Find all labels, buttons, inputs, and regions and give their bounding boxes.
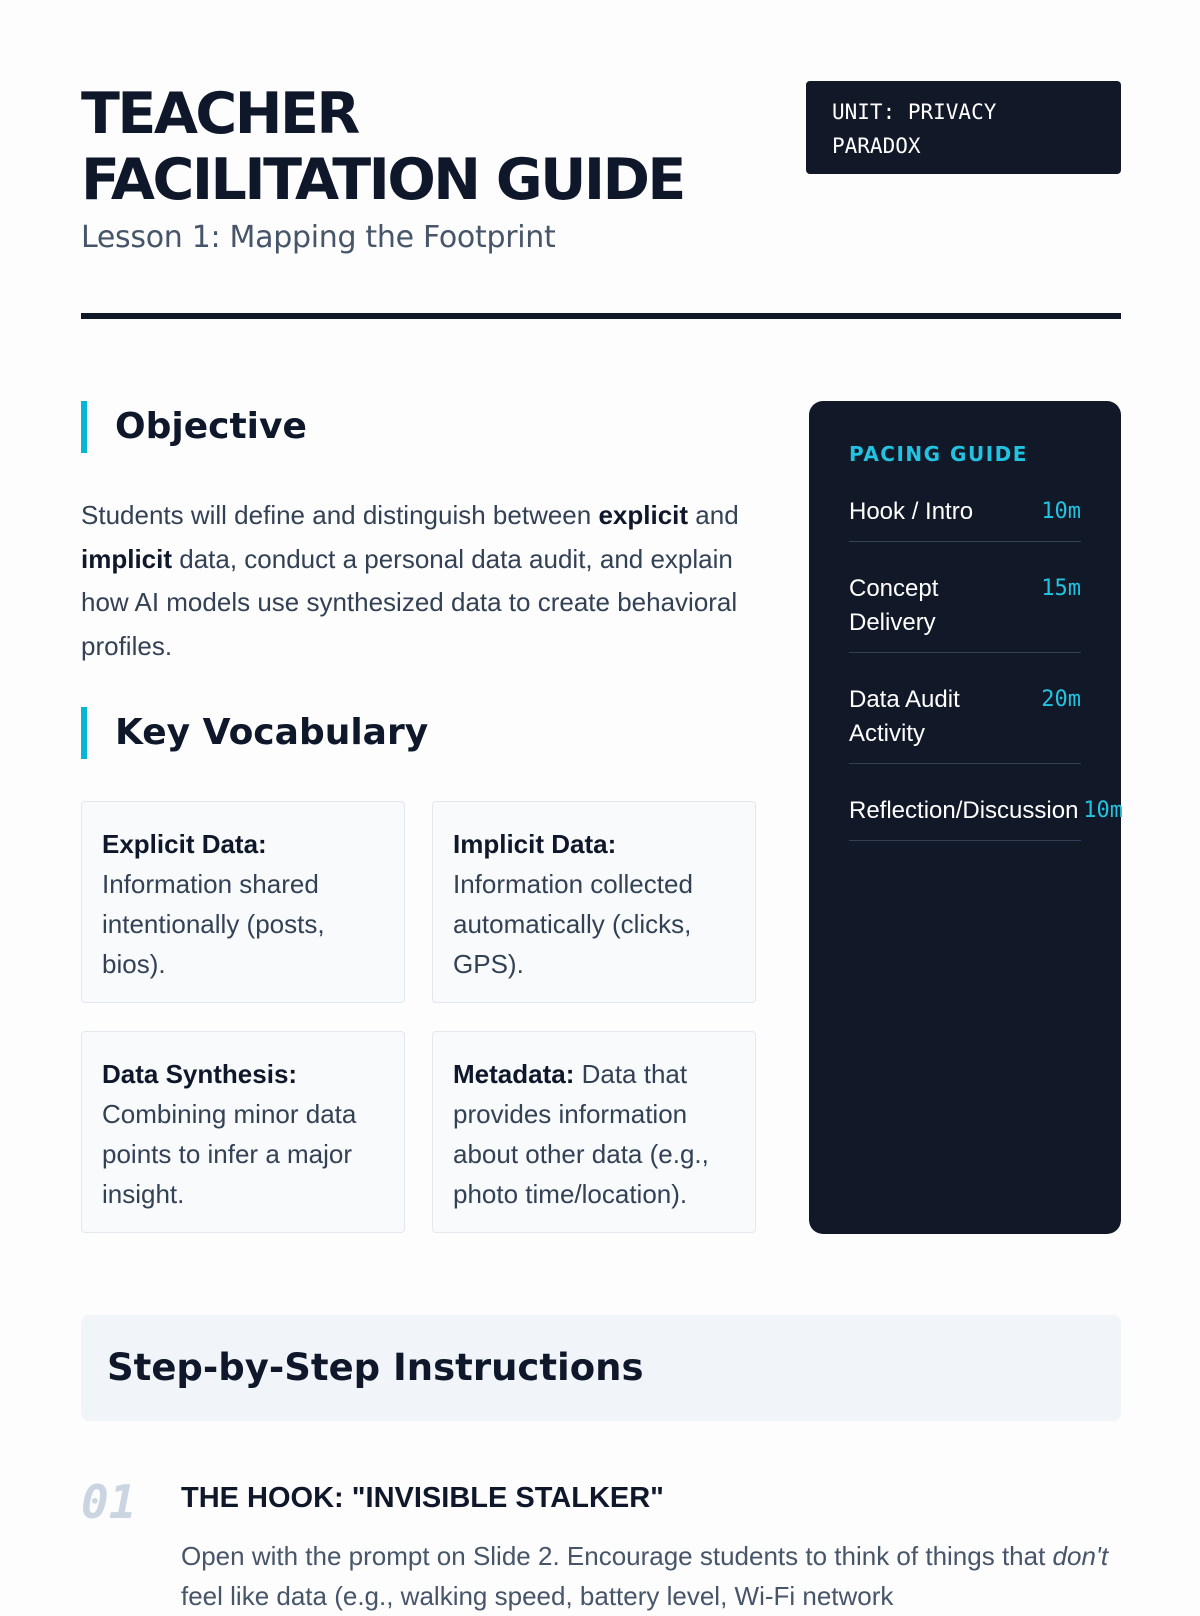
vocab-definition: Data that provides information about other data (e.g., photo time/location). (453, 1059, 709, 1209)
objective-bold-implicit: implicit (81, 543, 173, 574)
objective-text-part: and (688, 500, 739, 530)
pacing-time: 10m (1083, 798, 1123, 823)
objective-bold-explicit: explicit (598, 500, 689, 530)
pacing-row-hook (849, 485, 1081, 542)
pacing-time: 10m (1041, 499, 1081, 524)
vocabulary-heading: Key Vocabulary (81, 707, 761, 759)
vocab-term: Metadata: (453, 1059, 575, 1089)
pacing-label: Data Audit Activity (849, 686, 960, 747)
vocab-definition: Information collected automatically (clicks, GPS). (453, 869, 693, 979)
pacing-row-concept (849, 562, 1081, 653)
steps-banner (81, 1315, 1121, 1421)
pacing-guide-title: PACING GUIDE (849, 442, 1028, 466)
vocab-term: Implicit Data: (453, 829, 617, 859)
step-text-emphasis: don't (1052, 1541, 1109, 1571)
objective-text-part: data, conduct a personal data audit, and explain how AI models use synthesized data to create behavioral profiles. (81, 543, 738, 661)
page-title: TEACHER FACILITATION GUIDE (81, 81, 684, 213)
pacing-label: Hook / Intro (849, 498, 974, 525)
vocab-card-data-synthesis (81, 1031, 405, 1233)
pacing-guide-panel (809, 401, 1121, 1234)
vocab-definition: Information shared intentionally (posts, bios). (102, 869, 325, 979)
vocab-card-implicit-data (432, 801, 756, 1003)
header (81, 81, 1121, 321)
objective-text-part: Students will define and distinguish between (81, 500, 599, 530)
objective-heading: Objective (81, 401, 761, 453)
pacing-label: Reflection/Discussion (849, 797, 1079, 824)
vocab-term: Data Synthesis: (102, 1059, 298, 1089)
pacing-row-reflection (849, 784, 1123, 841)
pacing-label: Concept Delivery (849, 575, 939, 636)
vocab-definition: Combining minor data points to infer a major insight. (102, 1099, 357, 1209)
steps-heading: Step-by-Step Instructions (107, 1346, 644, 1389)
pacing-time: 20m (1041, 687, 1081, 712)
pacing-row-audit (849, 673, 1081, 764)
unit-badge: UNIT: PRIVACY PARADOX (806, 81, 1121, 174)
vocab-card-explicit-data (81, 801, 405, 1003)
pacing-time: 15m (1041, 576, 1081, 601)
step-text (181, 1536, 1121, 1616)
lesson-subtitle: Lesson 1: Mapping the Footprint (81, 220, 556, 255)
vocab-term: Explicit Data: (102, 829, 267, 859)
step-text-part: feel like data (e.g., walking speed, battery level, Wi-Fi network (181, 1581, 894, 1611)
step-title: THE HOOK: "INVISIBLE STALKER" (181, 1482, 664, 1514)
header-divider (81, 313, 1121, 319)
vocab-card-metadata (432, 1031, 756, 1233)
step-text-part: Open with the prompt on Slide 2. Encourage students to think of things that (181, 1541, 1053, 1571)
step-number: 01 (81, 1475, 137, 1529)
objective-text (81, 494, 761, 668)
